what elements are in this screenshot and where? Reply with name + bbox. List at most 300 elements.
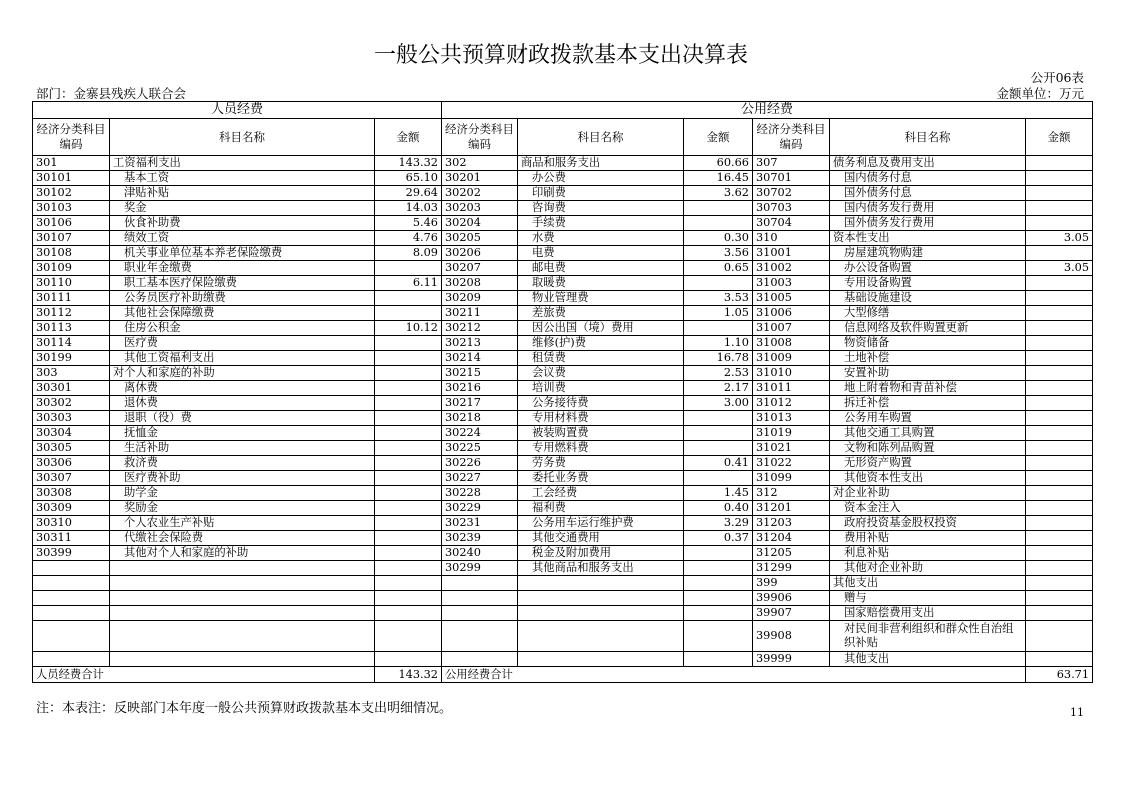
amount-cell: 2.53 — [684, 366, 753, 381]
name-cell — [110, 561, 375, 576]
amount-cell: 0.65 — [684, 261, 753, 276]
amount-cell — [375, 606, 442, 621]
amount-cell — [1026, 396, 1093, 411]
amount-cell: 3.56 — [684, 246, 753, 261]
code-cell: 31001 — [753, 246, 830, 261]
amount-cell — [375, 471, 442, 486]
table-row — [33, 501, 1093, 516]
table-row — [33, 306, 1093, 321]
name-cell: 办公设备购置 — [830, 261, 1026, 276]
code-cell: 30202 — [442, 186, 518, 201]
amount-cell — [684, 411, 753, 426]
name-cell: 专用设备购置 — [830, 276, 1026, 291]
form-number: 公开06表 — [1030, 70, 1084, 85]
code-cell: 303 — [33, 366, 110, 381]
code-cell: 30399 — [33, 546, 110, 561]
code-cell — [442, 621, 518, 652]
code-cell: 39908 — [753, 621, 830, 652]
code-cell: 30224 — [442, 426, 518, 441]
name-cell: 利息补贴 — [830, 546, 1026, 561]
amount-cell — [1026, 336, 1093, 351]
code-cell — [442, 591, 518, 606]
group-header-row — [33, 102, 1093, 119]
name-cell: 福利费 — [518, 501, 684, 516]
name-cell: 医疗费补助 — [110, 471, 375, 486]
amount-cell — [684, 561, 753, 576]
amount-cell — [1026, 561, 1093, 576]
code-cell: 30214 — [442, 351, 518, 366]
code-cell: 30305 — [33, 441, 110, 456]
amount-cell: 1.10 — [684, 336, 753, 351]
table-row — [33, 516, 1093, 531]
code-cell: 30303 — [33, 411, 110, 426]
amount-cell — [1026, 246, 1093, 261]
name-cell: 对个人和家庭的补助 — [110, 366, 375, 381]
name-cell — [110, 652, 375, 667]
amount-cell — [375, 576, 442, 591]
amount-cell: 3.00 — [684, 396, 753, 411]
code-cell: 307 — [753, 156, 830, 171]
amount-cell — [375, 411, 442, 426]
amount-cell — [684, 606, 753, 621]
table-row — [33, 246, 1093, 261]
amount-cell — [684, 471, 753, 486]
amount-cell — [375, 381, 442, 396]
code-cell: 30108 — [33, 246, 110, 261]
totals-row — [33, 667, 1093, 683]
name-cell: 个人农业生产补贴 — [110, 516, 375, 531]
amount-cell — [1026, 381, 1093, 396]
table-row — [33, 561, 1093, 576]
amount-cell — [1026, 621, 1093, 652]
public-group-header: 公用经费 — [442, 102, 1093, 119]
amount-cell: 0.37 — [684, 531, 753, 546]
amount-cell: 8.09 — [375, 246, 442, 261]
amount-cell — [684, 321, 753, 336]
name-cell: 会议费 — [518, 366, 684, 381]
name-cell: 手续费 — [518, 216, 684, 231]
table-row — [33, 411, 1093, 426]
code-cell: 31006 — [753, 306, 830, 321]
name-cell: 文物和陈列品购置 — [830, 441, 1026, 456]
personnel-group-header: 人员经费 — [33, 102, 442, 119]
table-row — [33, 546, 1093, 561]
amount-cell — [1026, 216, 1093, 231]
table-row — [33, 201, 1093, 216]
amount-cell: 4.76 — [375, 231, 442, 246]
table-row — [33, 171, 1093, 186]
name-cell: 劳务费 — [518, 456, 684, 471]
table-row — [33, 186, 1093, 201]
amount-cell — [1026, 471, 1093, 486]
code-cell: 31007 — [753, 321, 830, 336]
name-cell: 物资储备 — [830, 336, 1026, 351]
name-cell: 医疗费 — [110, 336, 375, 351]
name-cell: 委托业务费 — [518, 471, 684, 486]
name-cell: 咨询费 — [518, 201, 684, 216]
name-cell: 物业管理费 — [518, 291, 684, 306]
amount-cell: 3.05 — [1026, 231, 1093, 246]
code-cell: 312 — [753, 486, 830, 501]
amount-cell — [375, 531, 442, 546]
name-cell: 资本性支出 — [830, 231, 1026, 246]
code-header: 经济分类科目编码 — [442, 119, 518, 156]
table-note: 注：本表注：反映部门本年度一般公共预算财政拨款基本支出明细情况。 — [36, 701, 453, 716]
code-cell: 30205 — [442, 231, 518, 246]
amount-cell: 0.30 — [684, 231, 753, 246]
code-cell: 30208 — [442, 276, 518, 291]
name-cell: 其他工资福利支出 — [110, 351, 375, 366]
code-cell: 31002 — [753, 261, 830, 276]
amount-cell — [684, 216, 753, 231]
amount-cell: 3.53 — [684, 291, 753, 306]
code-cell: 30307 — [33, 471, 110, 486]
code-cell: 30304 — [33, 426, 110, 441]
name-cell: 土地补偿 — [830, 351, 1026, 366]
code-cell: 31201 — [753, 501, 830, 516]
name-cell: 专用燃料费 — [518, 441, 684, 456]
code-cell: 30209 — [442, 291, 518, 306]
name-cell: 邮电费 — [518, 261, 684, 276]
code-cell — [33, 576, 110, 591]
code-cell — [33, 606, 110, 621]
table-row — [33, 426, 1093, 441]
code-cell: 31203 — [753, 516, 830, 531]
name-cell: 地上附着物和青苗补偿 — [830, 381, 1026, 396]
amount-cell: 16.45 — [684, 171, 753, 186]
amount-cell — [684, 546, 753, 561]
code-cell: 399 — [753, 576, 830, 591]
amount-header: 金额 — [684, 119, 753, 156]
code-cell: 30106 — [33, 216, 110, 231]
amount-cell: 2.17 — [684, 381, 753, 396]
code-cell: 30206 — [442, 246, 518, 261]
name-cell: 伙食补助费 — [110, 216, 375, 231]
name-cell: 国家赔偿费用支出 — [830, 606, 1026, 621]
name-cell: 退职（役）费 — [110, 411, 375, 426]
amount-cell — [1026, 546, 1093, 561]
table-row — [33, 276, 1093, 291]
code-cell: 30211 — [442, 306, 518, 321]
amount-cell — [1026, 426, 1093, 441]
amount-cell — [375, 516, 442, 531]
amount-cell: 16.78 — [684, 351, 753, 366]
name-cell: 津贴补贴 — [110, 186, 375, 201]
name-cell — [518, 591, 684, 606]
code-cell: 30201 — [442, 171, 518, 186]
code-cell: 39906 — [753, 591, 830, 606]
amount-cell — [1026, 306, 1093, 321]
table-row — [33, 351, 1093, 366]
public-total-amount: 63.71 — [1026, 667, 1093, 683]
name-cell — [110, 606, 375, 621]
code-cell: 30203 — [442, 201, 518, 216]
name-cell: 其他交通费用 — [518, 531, 684, 546]
name-cell: 其他支出 — [830, 576, 1026, 591]
amount-cell — [1026, 321, 1093, 336]
amount-cell — [1026, 591, 1093, 606]
name-header: 科目名称 — [830, 119, 1026, 156]
amount-cell — [684, 276, 753, 291]
code-cell: 30213 — [442, 336, 518, 351]
name-cell: 其他商品和服务支出 — [518, 561, 684, 576]
amount-cell — [1026, 516, 1093, 531]
code-cell: 30114 — [33, 336, 110, 351]
code-cell: 30227 — [442, 471, 518, 486]
name-cell: 公务员医疗补助缴费 — [110, 291, 375, 306]
name-cell: 其他支出 — [830, 652, 1026, 667]
amount-cell — [375, 306, 442, 321]
amount-cell — [375, 426, 442, 441]
name-cell: 机关事业单位基本养老保险缴费 — [110, 246, 375, 261]
amount-cell: 0.40 — [684, 501, 753, 516]
name-cell — [518, 621, 684, 652]
amount-cell: 143.32 — [375, 156, 442, 171]
code-cell: 30704 — [753, 216, 830, 231]
amount-cell — [1026, 201, 1093, 216]
amount-cell — [684, 652, 753, 667]
code-cell: 30701 — [753, 171, 830, 186]
amount-cell: 5.46 — [375, 216, 442, 231]
table-row — [33, 486, 1093, 501]
code-cell: 30110 — [33, 276, 110, 291]
page-title: 一般公共预算财政拨款基本支出决算表 — [373, 43, 748, 68]
code-cell: 30102 — [33, 186, 110, 201]
code-cell: 30703 — [753, 201, 830, 216]
amount-unit-label: 金额单位：万元 — [996, 86, 1084, 101]
amount-cell — [1026, 156, 1093, 171]
name-cell: 安置补助 — [830, 366, 1026, 381]
code-cell: 30199 — [33, 351, 110, 366]
amount-cell — [1026, 606, 1093, 621]
code-cell: 30204 — [442, 216, 518, 231]
name-cell — [518, 576, 684, 591]
code-cell: 30217 — [442, 396, 518, 411]
name-cell: 商品和服务支出 — [518, 156, 684, 171]
name-cell: 工会经费 — [518, 486, 684, 501]
public-total-label: 公用经费合计 — [442, 667, 1026, 683]
department-label: 部门：金寨县残疾人联合会 — [36, 86, 187, 101]
table-row — [33, 621, 1093, 652]
code-cell: 31099 — [753, 471, 830, 486]
name-header: 科目名称 — [110, 119, 375, 156]
table-row — [33, 591, 1093, 606]
code-cell: 30216 — [442, 381, 518, 396]
amount-cell — [1026, 441, 1093, 456]
amount-cell — [375, 291, 442, 306]
code-cell — [33, 591, 110, 606]
amount-cell — [1026, 366, 1093, 381]
name-cell: 其他社会保障缴费 — [110, 306, 375, 321]
name-cell: 职业年金缴费 — [110, 261, 375, 276]
personnel-total-amount: 143.32 — [375, 667, 442, 683]
code-cell: 31013 — [753, 411, 830, 426]
name-cell: 退休费 — [110, 396, 375, 411]
name-cell: 无形资产购置 — [830, 456, 1026, 471]
amount-cell — [1026, 576, 1093, 591]
code-cell: 30239 — [442, 531, 518, 546]
amount-header: 金额 — [1026, 119, 1093, 156]
name-cell: 差旅费 — [518, 306, 684, 321]
name-cell: 大型修缮 — [830, 306, 1026, 321]
amount-cell — [375, 366, 442, 381]
name-cell: 其他交通工具购置 — [830, 426, 1026, 441]
amount-header: 金额 — [375, 119, 442, 156]
amount-cell: 65.10 — [375, 171, 442, 186]
name-cell: 国外债务发行费用 — [830, 216, 1026, 231]
code-cell: 31205 — [753, 546, 830, 561]
name-cell: 拆迁补偿 — [830, 396, 1026, 411]
amount-cell — [1026, 171, 1093, 186]
amount-cell — [684, 591, 753, 606]
code-cell: 31008 — [753, 336, 830, 351]
code-cell: 30103 — [33, 201, 110, 216]
table-row — [33, 396, 1093, 411]
amount-cell — [375, 561, 442, 576]
amount-cell — [1026, 501, 1093, 516]
name-cell: 租赁费 — [518, 351, 684, 366]
name-cell: 基础设施建设 — [830, 291, 1026, 306]
code-cell: 31005 — [753, 291, 830, 306]
amount-cell — [1026, 276, 1093, 291]
name-cell: 因公出国（境）费用 — [518, 321, 684, 336]
code-cell: 39999 — [753, 652, 830, 667]
code-cell: 310 — [753, 231, 830, 246]
amount-cell — [375, 591, 442, 606]
amount-cell — [375, 501, 442, 516]
amount-cell: 3.29 — [684, 516, 753, 531]
amount-cell — [375, 456, 442, 471]
amount-cell — [684, 201, 753, 216]
code-cell: 30311 — [33, 531, 110, 546]
amount-cell: 29.64 — [375, 186, 442, 201]
table-row — [33, 381, 1093, 396]
name-cell: 绩效工资 — [110, 231, 375, 246]
name-cell: 对企业补助 — [830, 486, 1026, 501]
name-cell: 国内债务付息 — [830, 171, 1026, 186]
name-cell: 赠与 — [830, 591, 1026, 606]
name-cell: 基本工资 — [110, 171, 375, 186]
name-cell — [110, 621, 375, 652]
amount-cell — [375, 486, 442, 501]
name-cell — [110, 576, 375, 591]
table-row — [33, 576, 1093, 591]
amount-cell: 3.62 — [684, 186, 753, 201]
name-cell: 其他对企业补助 — [830, 561, 1026, 576]
code-header: 经济分类科目编码 — [33, 119, 110, 156]
code-cell — [442, 576, 518, 591]
code-cell — [33, 621, 110, 652]
name-cell: 住房公积金 — [110, 321, 375, 336]
amount-cell: 6.11 — [375, 276, 442, 291]
name-cell: 公务用车购置 — [830, 411, 1026, 426]
amount-cell — [684, 576, 753, 591]
name-cell: 取暖费 — [518, 276, 684, 291]
table-row — [33, 231, 1093, 246]
code-cell: 30207 — [442, 261, 518, 276]
code-cell — [442, 606, 518, 621]
name-cell: 助学金 — [110, 486, 375, 501]
amount-cell — [1026, 186, 1093, 201]
amount-cell: 0.41 — [684, 456, 753, 471]
amount-cell — [1026, 652, 1093, 667]
amount-cell — [375, 351, 442, 366]
name-cell: 奖金 — [110, 201, 375, 216]
name-cell: 公务用车运行维护费 — [518, 516, 684, 531]
code-cell: 30301 — [33, 381, 110, 396]
table-row — [33, 531, 1093, 546]
code-cell: 30218 — [442, 411, 518, 426]
code-cell: 30702 — [753, 186, 830, 201]
code-header: 经济分类科目编码 — [753, 119, 830, 156]
table-row — [33, 336, 1093, 351]
name-cell: 奖励金 — [110, 501, 375, 516]
name-cell: 水费 — [518, 231, 684, 246]
code-cell: 30240 — [442, 546, 518, 561]
code-cell: 31299 — [753, 561, 830, 576]
code-cell: 30231 — [442, 516, 518, 531]
code-cell: 30225 — [442, 441, 518, 456]
code-cell: 31021 — [753, 441, 830, 456]
name-cell: 抚恤金 — [110, 426, 375, 441]
code-cell: 30309 — [33, 501, 110, 516]
table-row — [33, 216, 1093, 231]
code-cell: 30229 — [442, 501, 518, 516]
personnel-total-label: 人员经费合计 — [33, 667, 375, 683]
amount-cell: 60.66 — [684, 156, 753, 171]
amount-cell — [375, 652, 442, 667]
code-cell: 30306 — [33, 456, 110, 471]
code-cell: 31019 — [753, 426, 830, 441]
code-cell: 30226 — [442, 456, 518, 471]
amount-cell — [1026, 291, 1093, 306]
amount-cell — [1026, 531, 1093, 546]
code-cell — [442, 652, 518, 667]
code-cell — [33, 561, 110, 576]
name-cell: 国内债务发行费用 — [830, 201, 1026, 216]
amount-cell: 1.45 — [684, 486, 753, 501]
table-row — [33, 652, 1093, 667]
name-cell — [518, 606, 684, 621]
name-cell: 维修(护)费 — [518, 336, 684, 351]
code-cell: 30112 — [33, 306, 110, 321]
amount-cell — [375, 261, 442, 276]
table-row — [33, 456, 1093, 471]
name-cell: 离休费 — [110, 381, 375, 396]
amount-cell — [375, 546, 442, 561]
amount-cell — [684, 441, 753, 456]
amount-cell — [684, 621, 753, 652]
amount-cell: 10.12 — [375, 321, 442, 336]
code-cell: 30228 — [442, 486, 518, 501]
name-cell: 培训费 — [518, 381, 684, 396]
amount-cell — [375, 621, 442, 652]
table-row — [33, 366, 1093, 381]
table-row — [33, 261, 1093, 276]
name-cell: 国外债务付息 — [830, 186, 1026, 201]
name-cell: 救济费 — [110, 456, 375, 471]
code-cell: 39907 — [753, 606, 830, 621]
name-cell: 信息网络及软件购置更新 — [830, 321, 1026, 336]
table-row — [33, 291, 1093, 306]
code-cell — [33, 652, 110, 667]
code-cell: 31204 — [753, 531, 830, 546]
amount-cell — [375, 396, 442, 411]
name-cell: 资本金注入 — [830, 501, 1026, 516]
name-cell: 代缴社会保险费 — [110, 531, 375, 546]
code-cell: 30111 — [33, 291, 110, 306]
name-cell: 房屋建筑物购建 — [830, 246, 1026, 261]
